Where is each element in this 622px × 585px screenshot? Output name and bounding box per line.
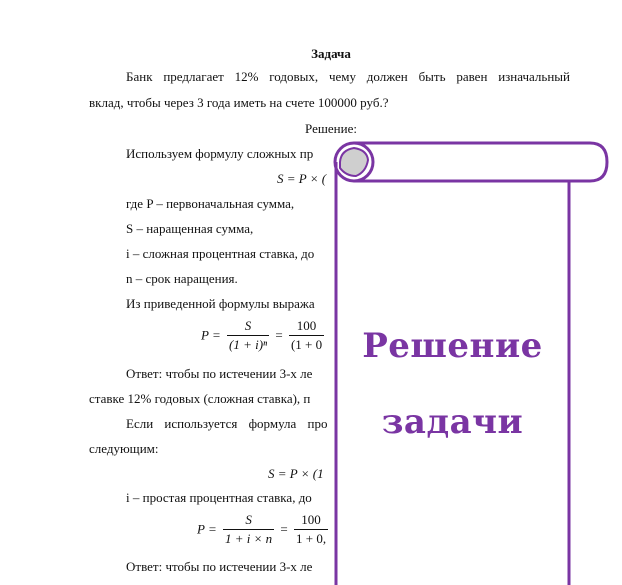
definition-s: S – наращенная сумма, (126, 221, 254, 236)
scroll-top-roll (355, 143, 607, 181)
answer-2-line-1: Ответ: чтобы по истечении 3-х ле (126, 559, 313, 574)
paragraph-if-used: Если используется формула про (126, 416, 328, 431)
answer-1-line-1: Ответ: чтобы по истечении 3-х ле (126, 366, 313, 381)
scroll-title-line-2: задачи (381, 402, 524, 442)
definition-i-compound: i – сложная процентная ставка, до (126, 246, 315, 261)
formula-2-numerator: S (227, 318, 269, 336)
paragraph-following: следующим: (89, 441, 159, 456)
problem-text-line-2: вклад, чтобы через 3 года иметь на счете 100000 руб.? (89, 95, 389, 110)
scroll-title-line-1: Решение (362, 326, 543, 366)
document-title: Задача (311, 46, 351, 61)
definition-i-simple: i – простая процентная ставка, до (126, 490, 312, 505)
solution-heading: Решение: (305, 121, 357, 136)
formula-2-denominator-2: (1 + 0 (290, 337, 323, 352)
formula-4-lhs: P = (197, 521, 217, 537)
formula-2-lhs: P = (201, 327, 221, 343)
problem-text-line-1: Банк предлагает 12% годовых, чему должен быть равен изначальный (126, 69, 570, 84)
formula-2-denominator: (1 + i)ⁿ (228, 337, 268, 352)
paragraph-express: Из приведенной формулы выража (126, 296, 315, 311)
formula-4-denominator-2: 1 + 0, (296, 531, 327, 546)
answer-1-line-2: ставке 12% годовых (сложная ставка), п (89, 391, 311, 406)
scroll-curl-shadow (340, 148, 368, 176)
formula-4-denominator: 1 + i × n (224, 531, 273, 546)
formula-4-numerator: S (223, 512, 274, 530)
definition-n: n – срок наращения. (126, 271, 238, 286)
formula-4-equals: = (280, 521, 288, 537)
formula-simple-text: S = P × (1 (268, 466, 324, 481)
formula-2-numerator-2: 100 (289, 318, 324, 336)
scroll-body (336, 160, 569, 585)
formula-2-equals: = (275, 327, 283, 343)
formula-4-numerator-2: 100 (294, 512, 328, 530)
definition-p: где P – первоначальная сумма, (126, 196, 295, 211)
formula-compound-text: S = P × ( (277, 171, 327, 186)
paragraph-use-formula: Используем формулу сложных пр (126, 146, 314, 161)
